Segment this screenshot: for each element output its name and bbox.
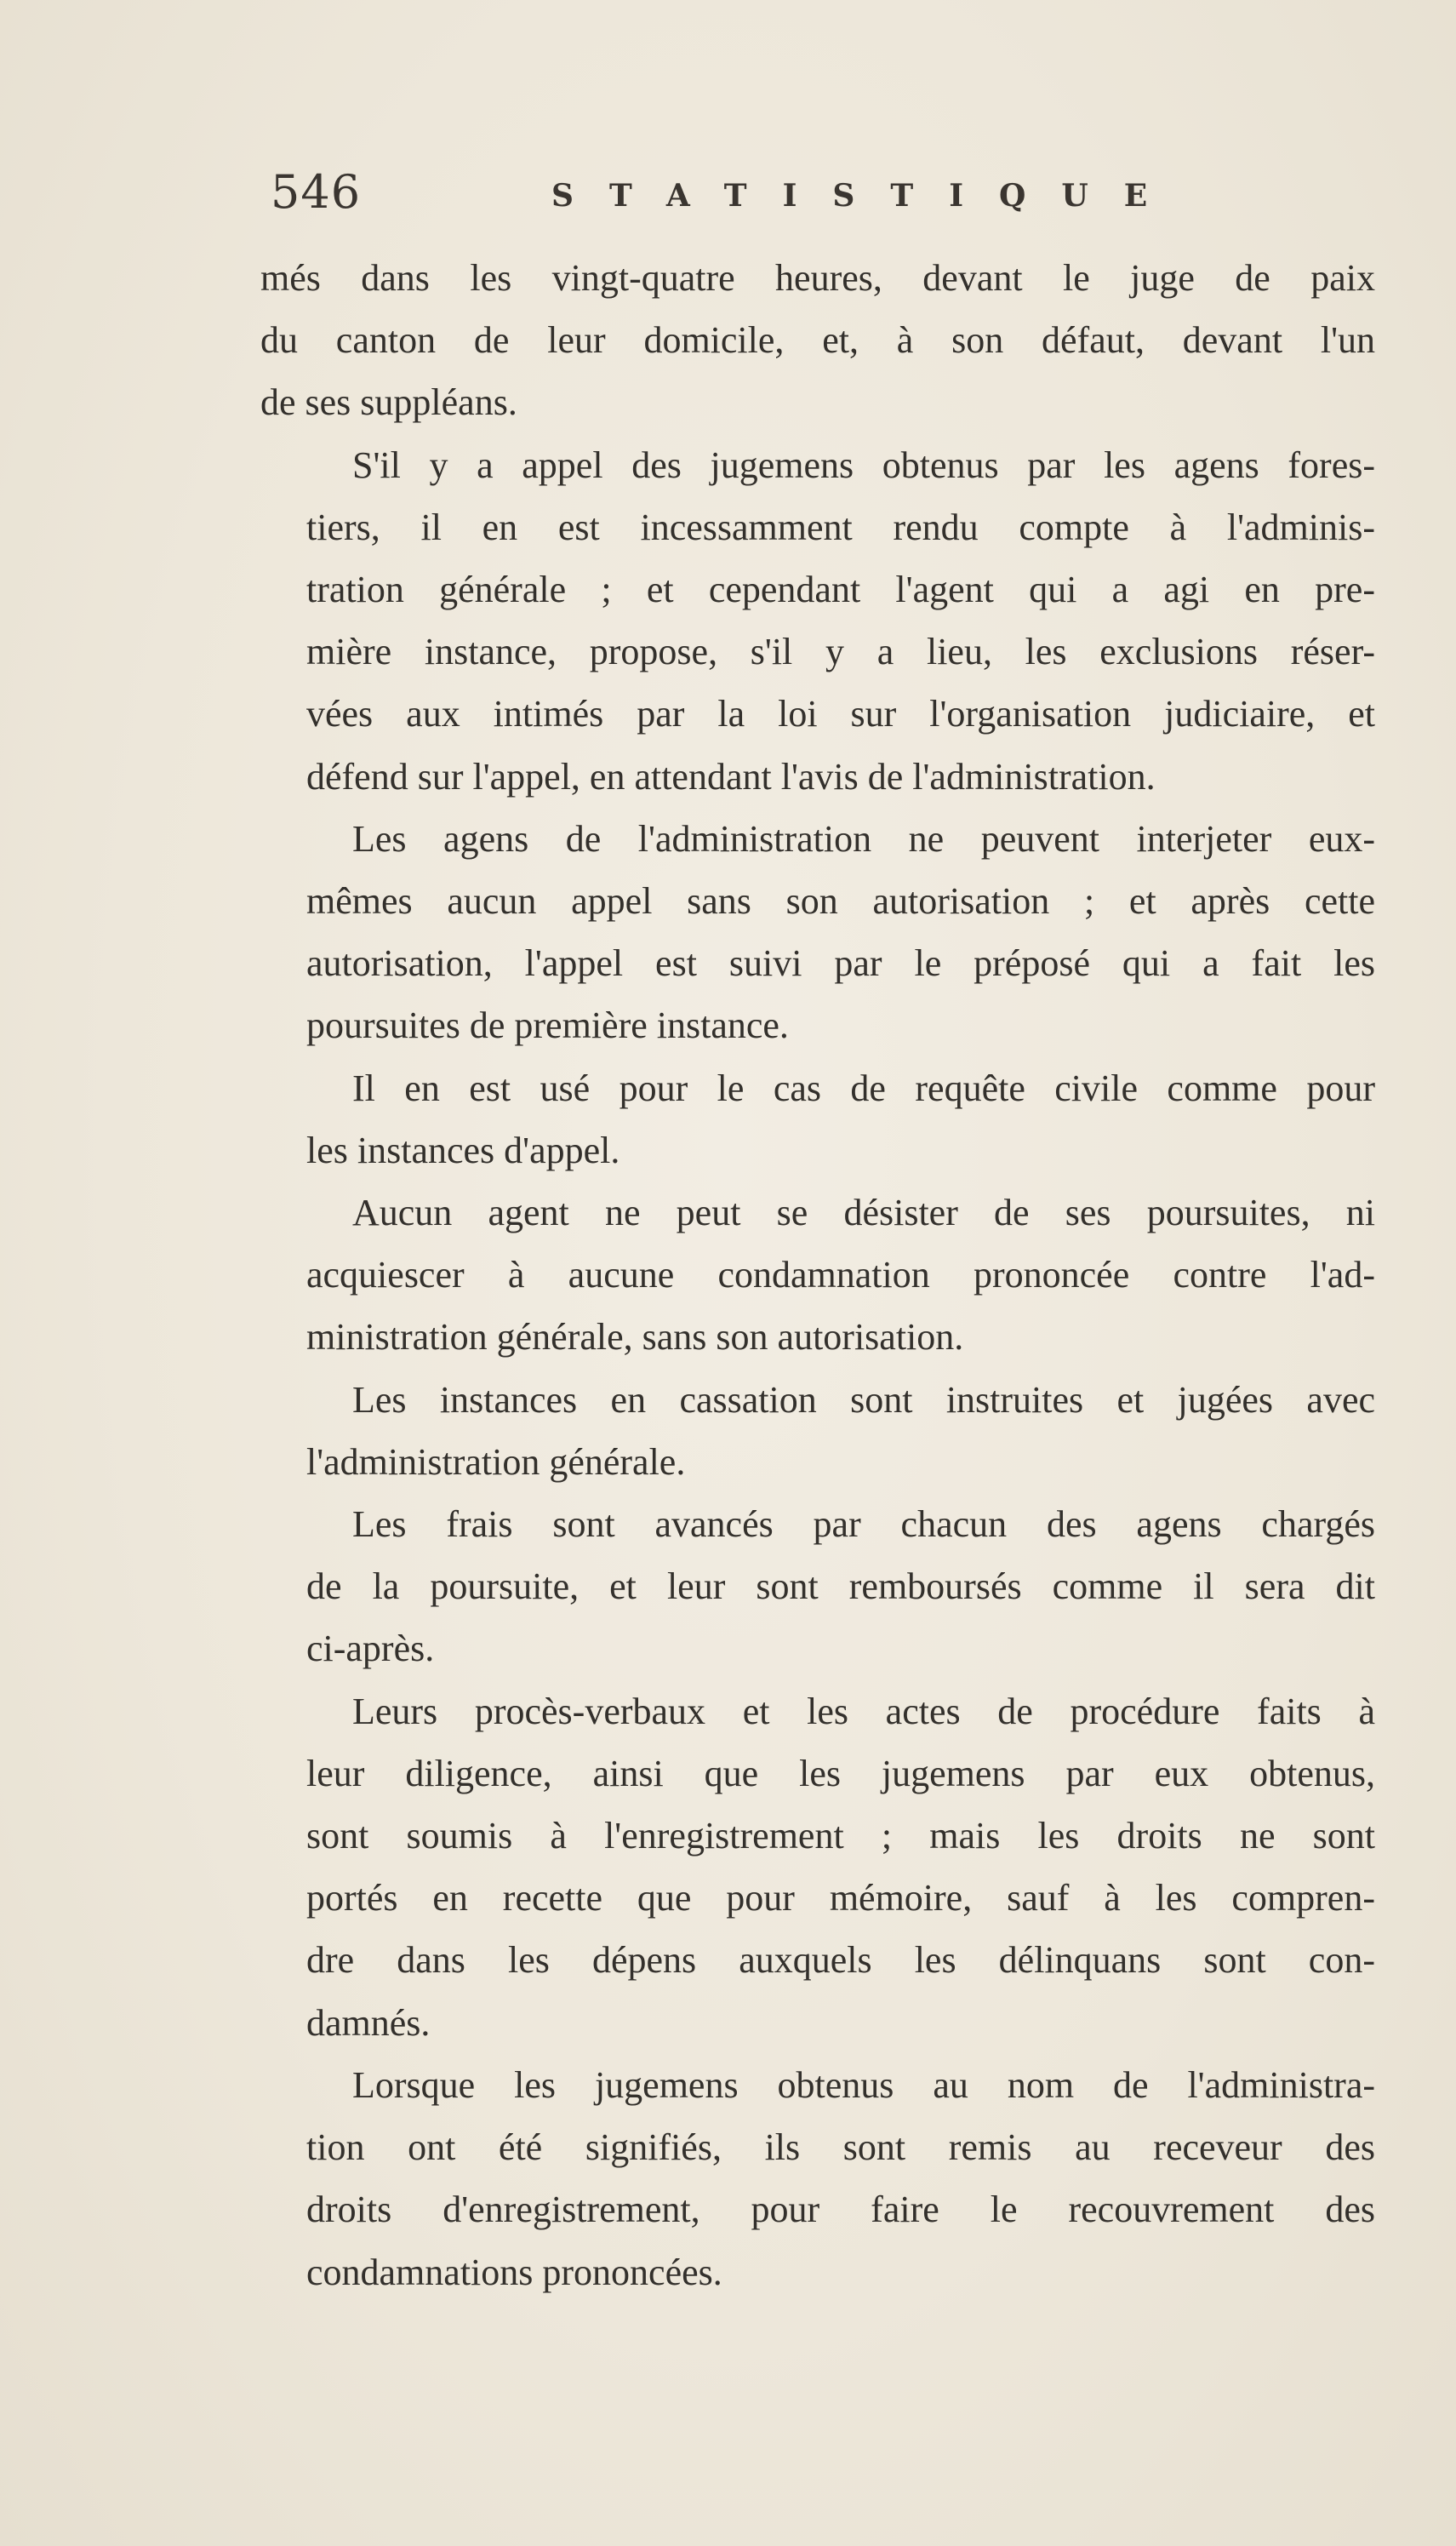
text-line: dre dans les dépens auxquels les délinquans sont con-	[306, 1939, 1375, 1982]
text-line: més dans les vingt-quatre heures, devant le juge de paix	[260, 257, 1375, 299]
text-line: damnés.	[306, 2001, 431, 2044]
text-line: Il en est usé pour le cas de requête civile comme pour	[352, 1067, 1375, 1109]
text-line: poursuites de première instance.	[306, 1004, 789, 1047]
text-line: portés en recette que pour mémoire, sauf à les compren-	[306, 1877, 1375, 1920]
text-line: leur diligence, ainsi que les jugemens par eux obtenus,	[306, 1752, 1375, 1794]
text-line: Leurs procès-verbaux et les actes de procédure faits à	[352, 1690, 1375, 1732]
text-line: Les instances en cassation sont instruites et jugées avec	[352, 1378, 1375, 1421]
paragraph	[260, 2054, 1375, 2303]
text-line: mière instance, propose, s'il y a lieu, les exclusions réser-	[306, 631, 1375, 673]
page-number: 546	[271, 165, 362, 219]
paragraph	[260, 1057, 1375, 1181]
text-line: ci-après.	[306, 1628, 435, 1670]
text-line: du canton de leur domicile, et, à son défaut, devant l'un	[260, 319, 1375, 362]
text-line: Les frais sont avancés par chacun des agens chargés	[352, 1503, 1375, 1546]
paragraph	[260, 808, 1375, 1057]
text-line: ministration générale, sans son autorisation.	[306, 1316, 964, 1359]
page-header	[271, 167, 1377, 235]
text-line: acquiescer à aucune condamnation prononcée contre l'ad-	[306, 1254, 1375, 1296]
text-line: tion ont été signifiés, ils sont remis au receveur des	[306, 2126, 1375, 2169]
text-line: de ses suppléans.	[260, 381, 517, 424]
text-line: de la poursuite, et leur sont remboursés comme il sera dit	[306, 1565, 1375, 1608]
paragraph	[260, 1680, 1375, 2054]
text-line: S'il y a appel des jugemens obtenus par les agens fores-	[352, 443, 1375, 486]
text-line: tration générale ; et cependant l'agent qui a agi en pre-	[306, 569, 1375, 611]
text-line: Les agens de l'administration ne peuvent interjeter eux-	[352, 817, 1375, 860]
text-line: l'administration générale.	[306, 1440, 686, 1483]
text-line: sont soumis à l'enregistrement ; mais les droits ne sont	[306, 1815, 1375, 1857]
text-line: défend sur l'appel, en attendant l'avis de l'administration.	[306, 755, 1156, 798]
text-line: condamnations prononcées.	[306, 2251, 722, 2293]
paragraph	[260, 1493, 1375, 1680]
text-line: vées aux intimés par la loi sur l'organisation judiciaire, et	[306, 693, 1375, 735]
paragraph	[260, 434, 1375, 808]
paragraph	[260, 1369, 1375, 1493]
text-line: Lorsque les jugemens obtenus au nom de l'administra-	[352, 2063, 1375, 2106]
text-line: autorisation, l'appel est suivi par le préposé qui a fait les	[306, 942, 1375, 985]
text-line: mêmes aucun appel sans son autorisation ; et après cette	[306, 880, 1375, 923]
running-head: STATISTIQUE	[551, 178, 1184, 214]
text-line: les instances d'appel.	[306, 1129, 620, 1171]
body-text	[260, 247, 1375, 2303]
text-line: Aucun agent ne peut se désister de ses poursuites, ni	[352, 1192, 1375, 1234]
text-line: droits d'enregistrement, pour faire le recouvrement des	[306, 2188, 1375, 2231]
paragraph	[260, 1181, 1375, 1369]
paragraph	[260, 247, 1375, 434]
text-line: tiers, il en est incessamment rendu compte à l'adminis-	[306, 506, 1375, 548]
